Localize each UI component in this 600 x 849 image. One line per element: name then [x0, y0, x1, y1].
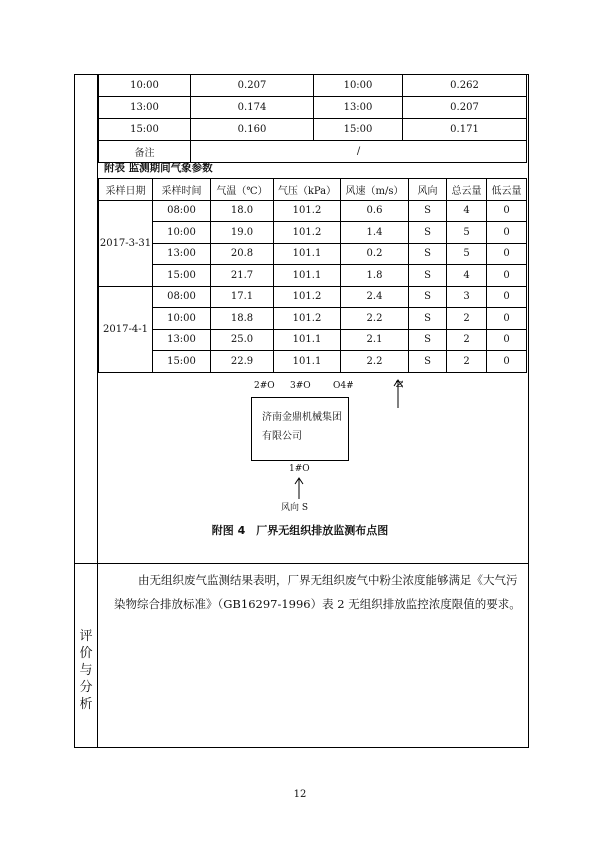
- cell: S: [409, 351, 447, 373]
- north-label: N: [392, 380, 403, 388]
- evaluation-text: 由无组织废气监测结果表明，厂界无组织废气中粉尘浓度能够满足《大气污染物综合排放标准》（GB16297-1996）表 2 无组织排放监控浓度限值的要求。: [114, 573, 521, 611]
- cell: 19.0: [211, 222, 274, 244]
- cell: 3: [447, 286, 487, 308]
- wind-direction-label: 风向 S: [281, 503, 309, 513]
- cell: S: [409, 243, 447, 265]
- cell: S: [409, 329, 447, 351]
- cell: 10:00: [314, 75, 403, 97]
- cell: 15:00: [99, 119, 191, 141]
- wind-arrow-icon: [292, 476, 306, 500]
- figure-caption: 附图 4 厂界无组织排放监测布点图: [211, 524, 389, 537]
- cell: 101.1: [274, 329, 341, 351]
- cell: 15:00: [314, 119, 403, 141]
- cell: 0.6: [341, 200, 409, 222]
- cell: 2.4: [341, 286, 409, 308]
- header-cell: 总云量: [447, 179, 487, 201]
- cell: 22.9: [211, 351, 274, 373]
- page-number: 12: [293, 789, 307, 800]
- remark-value: /: [191, 141, 527, 163]
- cell: 0: [487, 200, 527, 222]
- cell: 13:00: [153, 243, 211, 265]
- table-row: [99, 119, 527, 141]
- header-cell: 采样时间: [153, 179, 211, 201]
- remark-label: 备注: [99, 141, 191, 163]
- label-column-divider: [97, 74, 98, 748]
- monitor-point-1: 1#O: [289, 464, 310, 474]
- cell: 0.2: [341, 243, 409, 265]
- header-cell: 风向: [409, 179, 447, 201]
- cell: 5: [447, 243, 487, 265]
- table-row: [99, 222, 527, 244]
- cell: 0: [487, 286, 527, 308]
- cell: 25.0: [211, 329, 274, 351]
- table-row: [99, 265, 527, 287]
- header-cell: 低云量: [487, 179, 527, 201]
- cell: 101.1: [274, 351, 341, 373]
- cell: 0: [487, 351, 527, 373]
- side-char: 评: [79, 629, 93, 644]
- cell: 1.8: [341, 265, 409, 287]
- monitor-point-3: 3#O: [290, 381, 311, 391]
- cell: 18.0: [211, 200, 274, 222]
- table-row: [99, 286, 527, 308]
- header-cell: 气温（℃）: [211, 179, 274, 201]
- cell: 0.160: [191, 119, 314, 141]
- table-row: [99, 75, 527, 97]
- cell: 21.7: [211, 265, 274, 287]
- cell: 18.8: [211, 308, 274, 330]
- cell: 2: [447, 308, 487, 330]
- plant-outline: 济南金鼎机械集团有限公司: [251, 397, 349, 461]
- date-cell: 2017-4-1: [99, 286, 153, 372]
- cell: 13:00: [99, 97, 191, 119]
- cell: 08:00: [153, 200, 211, 222]
- cell: 15:00: [153, 351, 211, 373]
- date-cell: 2017-3-31: [99, 200, 153, 286]
- cell: 4: [447, 265, 487, 287]
- cell: 2.1: [341, 329, 409, 351]
- evaluation-side-label: [78, 628, 94, 713]
- cell: S: [409, 308, 447, 330]
- cell: 2: [447, 329, 487, 351]
- header-cell: 采样日期: [99, 179, 153, 201]
- cell: 08:00: [153, 286, 211, 308]
- cell: S: [409, 222, 447, 244]
- cell: S: [409, 200, 447, 222]
- side-char: 与: [79, 663, 93, 678]
- cell: 2: [447, 351, 487, 373]
- cell: 13:00: [153, 329, 211, 351]
- cell: S: [409, 286, 447, 308]
- cell: 2.2: [341, 308, 409, 330]
- table-row: [99, 308, 527, 330]
- cell: 0: [487, 329, 527, 351]
- cell: 0: [487, 308, 527, 330]
- monitor-point-4: O4#: [333, 381, 354, 391]
- cell: 0.174: [191, 97, 314, 119]
- cell: 0: [487, 243, 527, 265]
- cell: 101.2: [274, 308, 341, 330]
- cell: 0.262: [403, 75, 527, 97]
- cell: 10:00: [153, 222, 211, 244]
- cell: 0.207: [191, 75, 314, 97]
- cell: 0.171: [403, 119, 527, 141]
- header-cell: 风速（m/s）: [341, 179, 409, 201]
- cell: 0: [487, 222, 527, 244]
- cell: 101.1: [274, 243, 341, 265]
- cell: 13:00: [314, 97, 403, 119]
- cell: 1.4: [341, 222, 409, 244]
- cell: 10:00: [153, 308, 211, 330]
- cell: 10:00: [99, 75, 191, 97]
- cell: 17.1: [211, 286, 274, 308]
- cell: 101.2: [274, 286, 341, 308]
- cell: 101.2: [274, 222, 341, 244]
- header-row: [99, 179, 527, 201]
- side-char: 价: [79, 646, 93, 661]
- table-row: [99, 200, 527, 222]
- cell: 0: [487, 265, 527, 287]
- table-row: [99, 329, 527, 351]
- cell: 15:00: [153, 265, 211, 287]
- cell: 2.2: [341, 351, 409, 373]
- cell: 101.2: [274, 200, 341, 222]
- section-divider: [74, 563, 529, 564]
- cell: 101.1: [274, 265, 341, 287]
- cell: 0.207: [403, 97, 527, 119]
- cell: S: [409, 265, 447, 287]
- cell: 4: [447, 200, 487, 222]
- side-char: 分: [79, 680, 93, 695]
- concentration-table: [98, 74, 527, 163]
- table-row: [99, 351, 527, 373]
- table-row: [99, 97, 527, 119]
- table-row: [99, 243, 527, 265]
- weather-table-caption: 附表 监测期间气象参数: [104, 162, 213, 174]
- cell: 20.8: [211, 243, 274, 265]
- monitor-point-2: 2#O: [254, 381, 275, 391]
- side-char: 析: [79, 697, 93, 712]
- header-cell: 气压（kPa）: [274, 179, 341, 201]
- cell: 5: [447, 222, 487, 244]
- weather-table: [98, 178, 527, 373]
